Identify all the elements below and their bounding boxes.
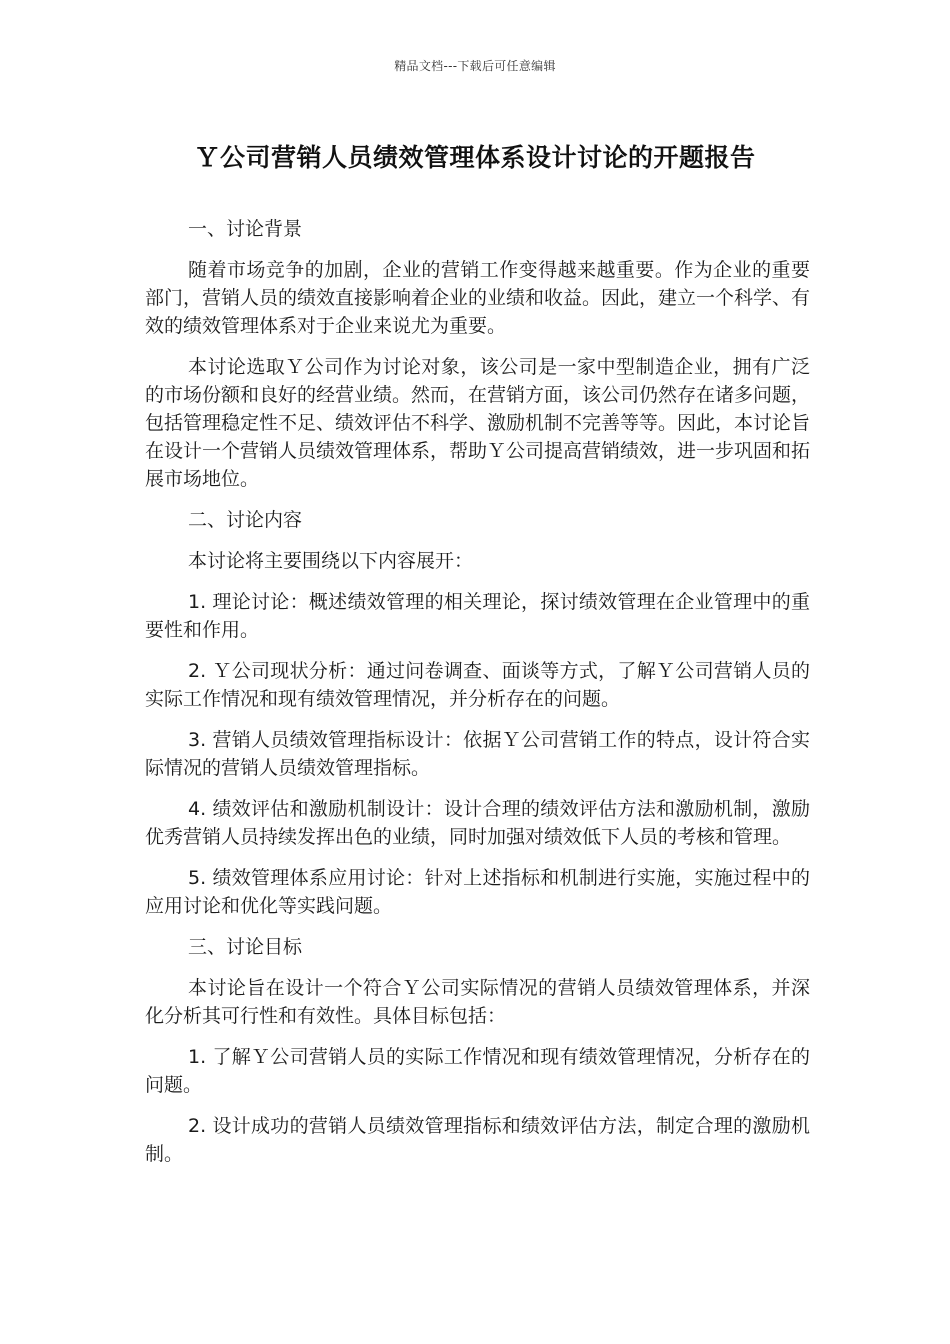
paragraph: 随着市场竞争的加剧，企业的营销工作变得越来越重要。作为企业的重要部门，营销人员的绩效直接影响着企业的业绩和收益。因此，建立一个科学、有效的绩效管理体系对于企业来说尤为重要。	[145, 259, 811, 337]
document-title: Ｙ公司营销人员绩效管理体系设计讨论的开题报告	[194, 143, 756, 172]
section-heading-content: 二、讨论内容	[188, 509, 303, 531]
list-item: 2. 设计成功的营销人员绩效管理指标和绩效评估方法，制定合理的激励机制。	[145, 1115, 810, 1165]
section-heading-background: 一、讨论背景	[188, 218, 303, 240]
paragraph: 本讨论选取Ｙ公司作为讨论对象，该公司是一家中型制造企业，拥有广泛的市场份额和良好的经营业绩。然而，在营销方面，该公司仍然存在诸多问题，包括管理稳定性不足、绩效评估不科学、激励机制不完善等等。因此，本讨论旨在设计一个营销人员绩效管理体系，帮助Ｙ公司提高营销绩效，进一步巩固和拓展市场地位。	[145, 356, 811, 490]
paragraph: 本讨论将主要围绕以下内容展开：	[188, 550, 474, 572]
page-header: 精品文档---下载后可任意编辑	[394, 59, 556, 73]
list-item: 3. 营销人员绩效管理指标设计：依据Ｙ公司营销工作的特点，设计符合实际情况的营销人员绩效管理指标。	[145, 729, 810, 779]
paragraph: 本讨论旨在设计一个符合Ｙ公司实际情况的营销人员绩效管理体系，并深化分析其可行性和有效性。具体目标包括：	[145, 977, 810, 1027]
list-item: 1. 了解Ｙ公司营销人员的实际工作情况和现有绩效管理情况，分析存在的问题。	[145, 1046, 810, 1096]
list-item: 1. 理论讨论：概述绩效管理的相关理论，探讨绩效管理在企业管理中的重要性和作用。	[145, 591, 810, 641]
document-body	[145, 215, 810, 1181]
list-item: 2. Ｙ公司现状分析：通过问卷调查、面谈等方式，了解Ｙ公司营销人员的实际工作情况和现有绩效管理情况，并分析存在的问题。	[145, 660, 810, 710]
section-heading-goals: 三、讨论目标	[188, 936, 303, 958]
list-item: 4. 绩效评估和激励机制设计：设计合理的绩效评估方法和激励机制，激励优秀营销人员持续发挥出色的业绩，同时加强对绩效低下人员的考核和管理。	[145, 798, 810, 848]
list-item: 5. 绩效管理体系应用讨论：针对上述指标和机制进行实施，实施过程中的应用讨论和优化等实践问题。	[145, 867, 810, 917]
